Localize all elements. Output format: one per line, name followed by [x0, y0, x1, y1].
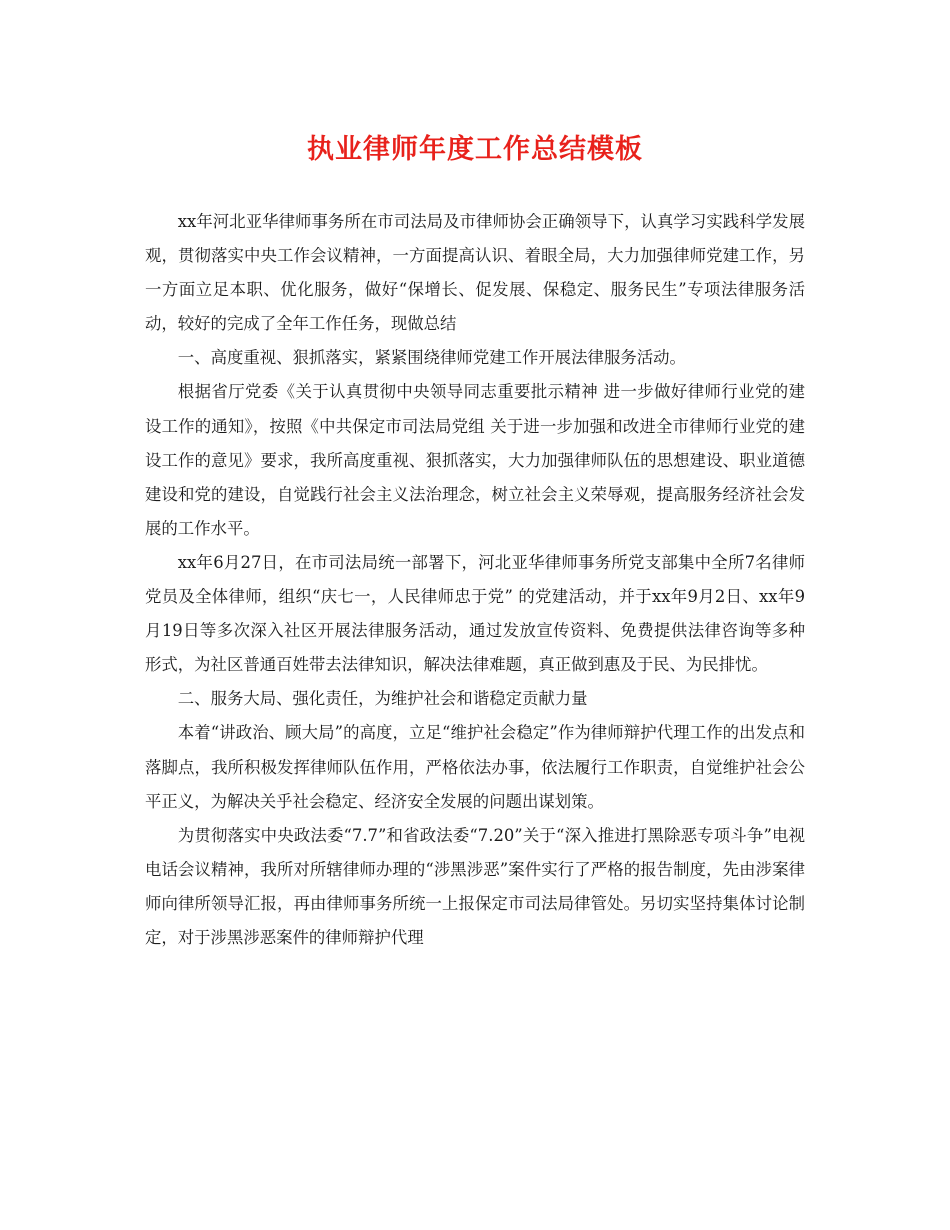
document-title: 执业律师年度工作总结模板 [307, 134, 643, 165]
paragraph-activities: xx年6月27日，在市司法局统一部署下，河北亚华律师事务所党支部集中全所7名律师党员及全体律师，组织“庆七一，人民律师忠于党” 的党建活动，并于xx年9月2日、xx年9月19日等多次深入社区开展法律服务活动，通过发放宣传资料、免费提供法律咨询等多种形式，为社区普通百姓带去法律知识，解决法律难题，真正做到惠及于民、为民排忧。 [145, 552, 805, 675]
section-heading-2: 二、服务大局、强化责任，为维护社会和谐稳定贡献力量 [177, 689, 588, 709]
paragraph-reporting: 为贯彻落实中央政法委“7.7”和省政法委“7.20”关于“深入推进打黑除恶专项斗争”电视电话会议精神，我所对所辖律师办理的“涉黑涉恶”案件实行了严格的报告制度，先由涉案律师向律所领导汇报，再由律师事务所统一上报保定市司法局律管处。另切实坚持集体讨论制定，对于涉黑涉恶案件的律师辩护代理 [145, 825, 805, 947]
document-body [145, 205, 805, 955]
paragraph-stability: 本着“讲政治、顾大局”的高度，立足“维护社会稳定”作为律师辩护代理工作的出发点和落脚点，我所积极发挥律师队伍作用，严格依法办事，依法履行工作职责，自觉维护社会公平正义，为解决关乎社会稳定、经济安全发展的问题出谋划策。 [145, 723, 805, 811]
section-heading-1: 一、高度重视、狠抓落实，紧紧围绕律师党建工作开展法律服务活动。 [177, 348, 686, 368]
intro-paragraph: xx年河北亚华律师事务所在市司法局及市律师协会正确领导下，认真学习实践科学发展观，贯彻落实中央工作会议精神，一方面提高认识、着眼全局，大力加强律师党建工作，另一方面立足本职、优化服务，做好“保增长、促发展、保稳定、服务民生”专项法律服务活动，较好的完成了全年工作任务，现做总结 [145, 212, 805, 334]
paragraph-party-building: 根据省厅党委《关于认真贯彻中央领导同志重要批示精神 进一步做好律师行业党的建设工作的通知》，按照《中共保定市司法局党组 关于进一步加强和改进全市律师行业党的建设工作的意见》要求，我所高度重视、狠抓落实，大力加强律师队伍的思想建设、职业道德建设和党的建设，自觉践行社会主义法治理念，树立社会主义荣辱观，提高服务经济社会发展的工作水平。 [145, 382, 805, 538]
